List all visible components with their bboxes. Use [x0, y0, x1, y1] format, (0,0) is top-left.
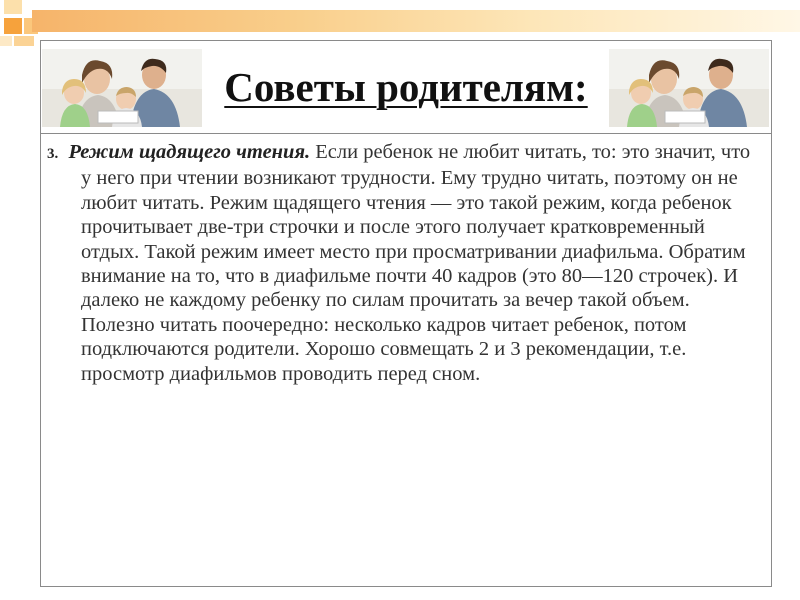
header-gradient-band [32, 10, 800, 32]
slide-frame [40, 40, 772, 587]
family-photo-left [42, 49, 202, 127]
slide-content [47, 140, 759, 386]
slide-header [41, 41, 771, 134]
item-number: 3. [47, 146, 59, 162]
family-photo-right [609, 49, 769, 127]
item-text: Если ребенок не любит читать, то: это значит, что у него при чтении возникают трудности. Ему трудно читать, поэтому он не любит читать. Режим щадящего чтения — это такой режим, когда ребенок прочитывает две-три строчки и после этого получает кратковременный отдых. Такой режим имеет место при просматривании диафильма. Обратим внимание на то, что в диафильме почти 40 кадров (это 80—120 строчек). И далеко не каждому ребенку по силам прочитать за вечер такой объем. Полезно читать поочередно: несколько кадров читает ребенок, потом подключаются родители. Хорошо совмещать 2 и 3 рекомендации, т.е. просмотр диафильмов проводить перед сном. [81, 141, 751, 385]
page-title: Советы родителям: [224, 64, 588, 110]
item-heading: Режим щадящего чтения. [68, 141, 311, 163]
advice-item [47, 140, 759, 386]
